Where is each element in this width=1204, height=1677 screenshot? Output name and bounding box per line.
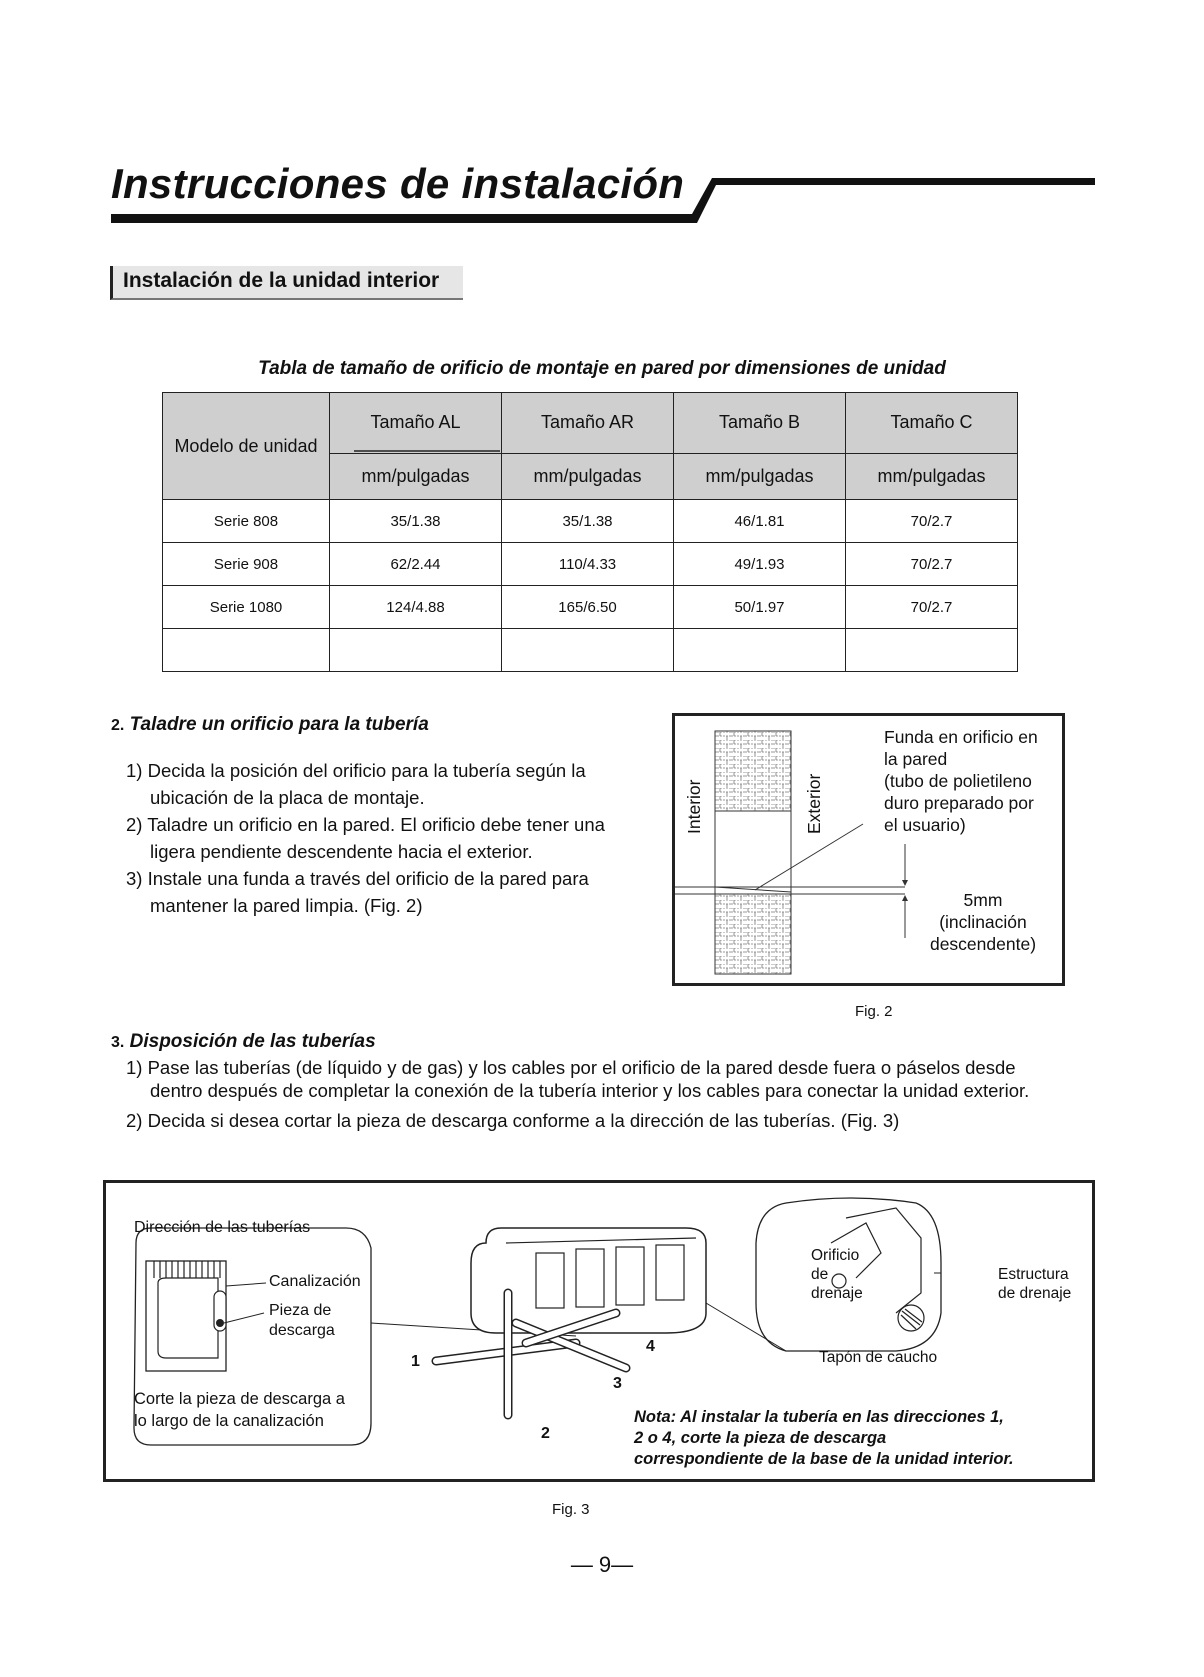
slope-label: 5mm (inclinación descendente): [929, 890, 1037, 954]
corte-label: Corte la pieza de descarga a lo largo de la canalización: [134, 1390, 345, 1430]
direction-4: 4: [646, 1338, 655, 1355]
table-row: [163, 586, 1018, 629]
col-header: Tamaño AR: [502, 393, 674, 454]
table-cell: 35/1.38: [330, 500, 502, 543]
list-item: 3) Instale una funda a través del orificio de la pared para mantener la pared limpia. (Fig. 2): [126, 868, 589, 916]
figure-3: [103, 1180, 1095, 1482]
page-number: — 9—: [570, 1552, 634, 1577]
page-title: Instrucciones de instalación: [111, 160, 685, 207]
figure-2: [672, 713, 1065, 986]
pieza-label: Pieza de descarga: [269, 1302, 335, 1339]
unit-header: mm/pulgadas: [846, 453, 1018, 499]
direction-title: Dirección de las tuberías: [134, 1219, 311, 1236]
table-cell: 124/4.88: [330, 586, 502, 629]
table-cell: Serie 808: [163, 500, 330, 543]
tapon-label: Tapón de caucho: [819, 1349, 938, 1366]
canalizacion-label: Canalización: [269, 1273, 361, 1290]
table-row-empty: [163, 629, 1018, 672]
table-row: [163, 500, 1018, 543]
model-header: Modelo de unidad: [163, 393, 330, 500]
unit-header: mm/pulgadas: [330, 453, 502, 499]
fig2-caption: Fig. 2: [855, 1003, 893, 1020]
step3-list: [126, 1056, 1071, 1132]
estructura-label: Estructura de drenaje: [998, 1266, 1072, 1302]
col-header: Tamaño AL: [330, 393, 502, 454]
step2-heading: 2. Taladre un orificio para la tubería: [111, 714, 429, 735]
fig3-caption: Fig. 3: [552, 1501, 590, 1518]
list-item: 1) Pase las tuberías (de líquido y de gas) y los cables por el orificio de la pared desde fuera o páselos desde dentro después de completar la conexión de la tubería interior y los cables para conectar la unidad exterior.: [126, 1057, 1030, 1101]
table-caption: Tabla de tamaño de orificio de montaje en pared por dimensiones de unidad: [258, 358, 946, 379]
table-cell: 35/1.38: [502, 500, 674, 543]
unit-header: mm/pulgadas: [674, 453, 846, 499]
direction-2: 2: [541, 1425, 550, 1442]
sleeve-label: Funda en orificio en la pared (tubo de polietileno duro preparado por el usuario): [884, 727, 1038, 835]
list-item: 2) Decida si desea cortar la pieza de descarga conforme a la dirección de las tuberías. (Fig. 3): [126, 1110, 900, 1131]
table-cell: 49/1.93: [674, 543, 846, 586]
table-cell: 70/2.7: [846, 586, 1018, 629]
table-cell: 70/2.7: [846, 543, 1018, 586]
table-cell: 46/1.81: [674, 500, 846, 543]
table-cell: Serie 1080: [163, 586, 330, 629]
table-cell: 110/4.33: [502, 543, 674, 586]
section-heading: [110, 266, 463, 300]
hole-size-table: [162, 392, 1018, 672]
header-divider: [330, 449, 500, 453]
table-cell: 62/2.44: [330, 543, 502, 586]
step3-heading: 3. Disposición de las tuberías: [111, 1031, 376, 1052]
title-underline: [0, 0, 1204, 240]
section-title: Instalación de la unidad interior: [123, 269, 440, 292]
list-item: 1) Decida la posición del orificio para la tubería según la ubicación de la placa de montaje.: [126, 760, 586, 808]
col-header: Tamaño B: [674, 393, 846, 454]
table-cell: 70/2.7: [846, 500, 1018, 543]
nota-text: Nota: Al instalar la tubería en las direcciones 1, 2 o 4, corte la pieza de descarga correspondiente de la base de la unidad interior.: [634, 1408, 1014, 1468]
unit-header: mm/pulgadas: [502, 453, 674, 499]
interior-label: Interior: [684, 779, 704, 834]
table-cell: 50/1.97: [674, 586, 846, 629]
table-cell: Serie 908: [163, 543, 330, 586]
direction-1: 1: [411, 1353, 420, 1370]
col-header: Tamaño C: [846, 393, 1018, 454]
list-item: 2) Taladre un orificio en la pared. El orificio debe tener una ligera pendiente descendente hacia el exterior.: [126, 814, 605, 862]
direction-3: 3: [613, 1375, 622, 1392]
exterior-label: Exterior: [804, 773, 824, 834]
table-row: [163, 543, 1018, 586]
step2-list: [126, 757, 646, 919]
table-cell: 165/6.50: [502, 586, 674, 629]
orificio-label: Orificio de drenaje: [811, 1247, 863, 1302]
